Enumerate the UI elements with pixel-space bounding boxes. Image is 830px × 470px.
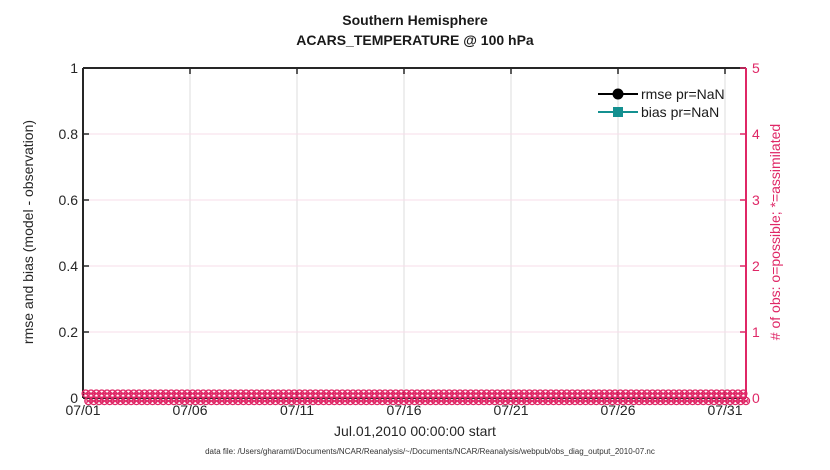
right-ytick-0: 0 [752, 390, 760, 406]
xtick-07-21: 07/21 [493, 402, 529, 418]
xtick-07-26: 07/26 [600, 402, 636, 418]
rmse-marker-icon [597, 85, 639, 103]
x-axis-label: Jul.01,2010 00:00:00 start [334, 423, 496, 439]
xtick-07-31: 07/31 [707, 402, 743, 418]
legend-item-bias [597, 103, 725, 121]
bias-marker-icon [597, 103, 639, 121]
right-ytick-1: 1 [752, 324, 760, 340]
xtick-07-16: 07/16 [386, 402, 422, 418]
data-file-footer: data file: /Users/gharamti/Documents/NCAR/Reanalysis/~/Documents/NCAR/Reanalysis/webpub/obs_diag_output_2010-07.nc [205, 447, 655, 456]
left-ytick-0: 0 [70, 390, 78, 406]
left-ytick-1: 1 [70, 60, 78, 76]
xtick-07-06: 07/06 [172, 402, 208, 418]
left-ytick-0-2: 0.2 [58, 324, 78, 340]
right-y-axis-label: # of obs: o=possible; *=assimilated [767, 123, 783, 341]
right-ytick-4: 4 [752, 126, 760, 142]
right-ytick-3: 3 [752, 192, 760, 208]
right-ytick-5: 5 [752, 60, 760, 76]
left-ytick-0-8: 0.8 [58, 126, 78, 142]
legend-item-rmse [597, 85, 725, 103]
legend-label-rmse: rmse pr=NaN [641, 86, 725, 102]
right-ytick-2: 2 [752, 258, 760, 274]
title-line-2: ACARS_TEMPERATURE @ 100 hPa [296, 32, 534, 48]
xtick-07-01: 07/01 [65, 402, 101, 418]
title-line-1: Southern Hemisphere [342, 12, 488, 28]
left-ytick-0-6: 0.6 [58, 192, 78, 208]
left-ytick-0-4: 0.4 [58, 258, 78, 274]
left-y-axis-label: rmse and bias (model - observation) [20, 119, 36, 345]
legend [597, 85, 725, 121]
legend-label-bias: bias pr=NaN [641, 104, 720, 120]
xtick-07-11: 07/11 [280, 402, 314, 418]
